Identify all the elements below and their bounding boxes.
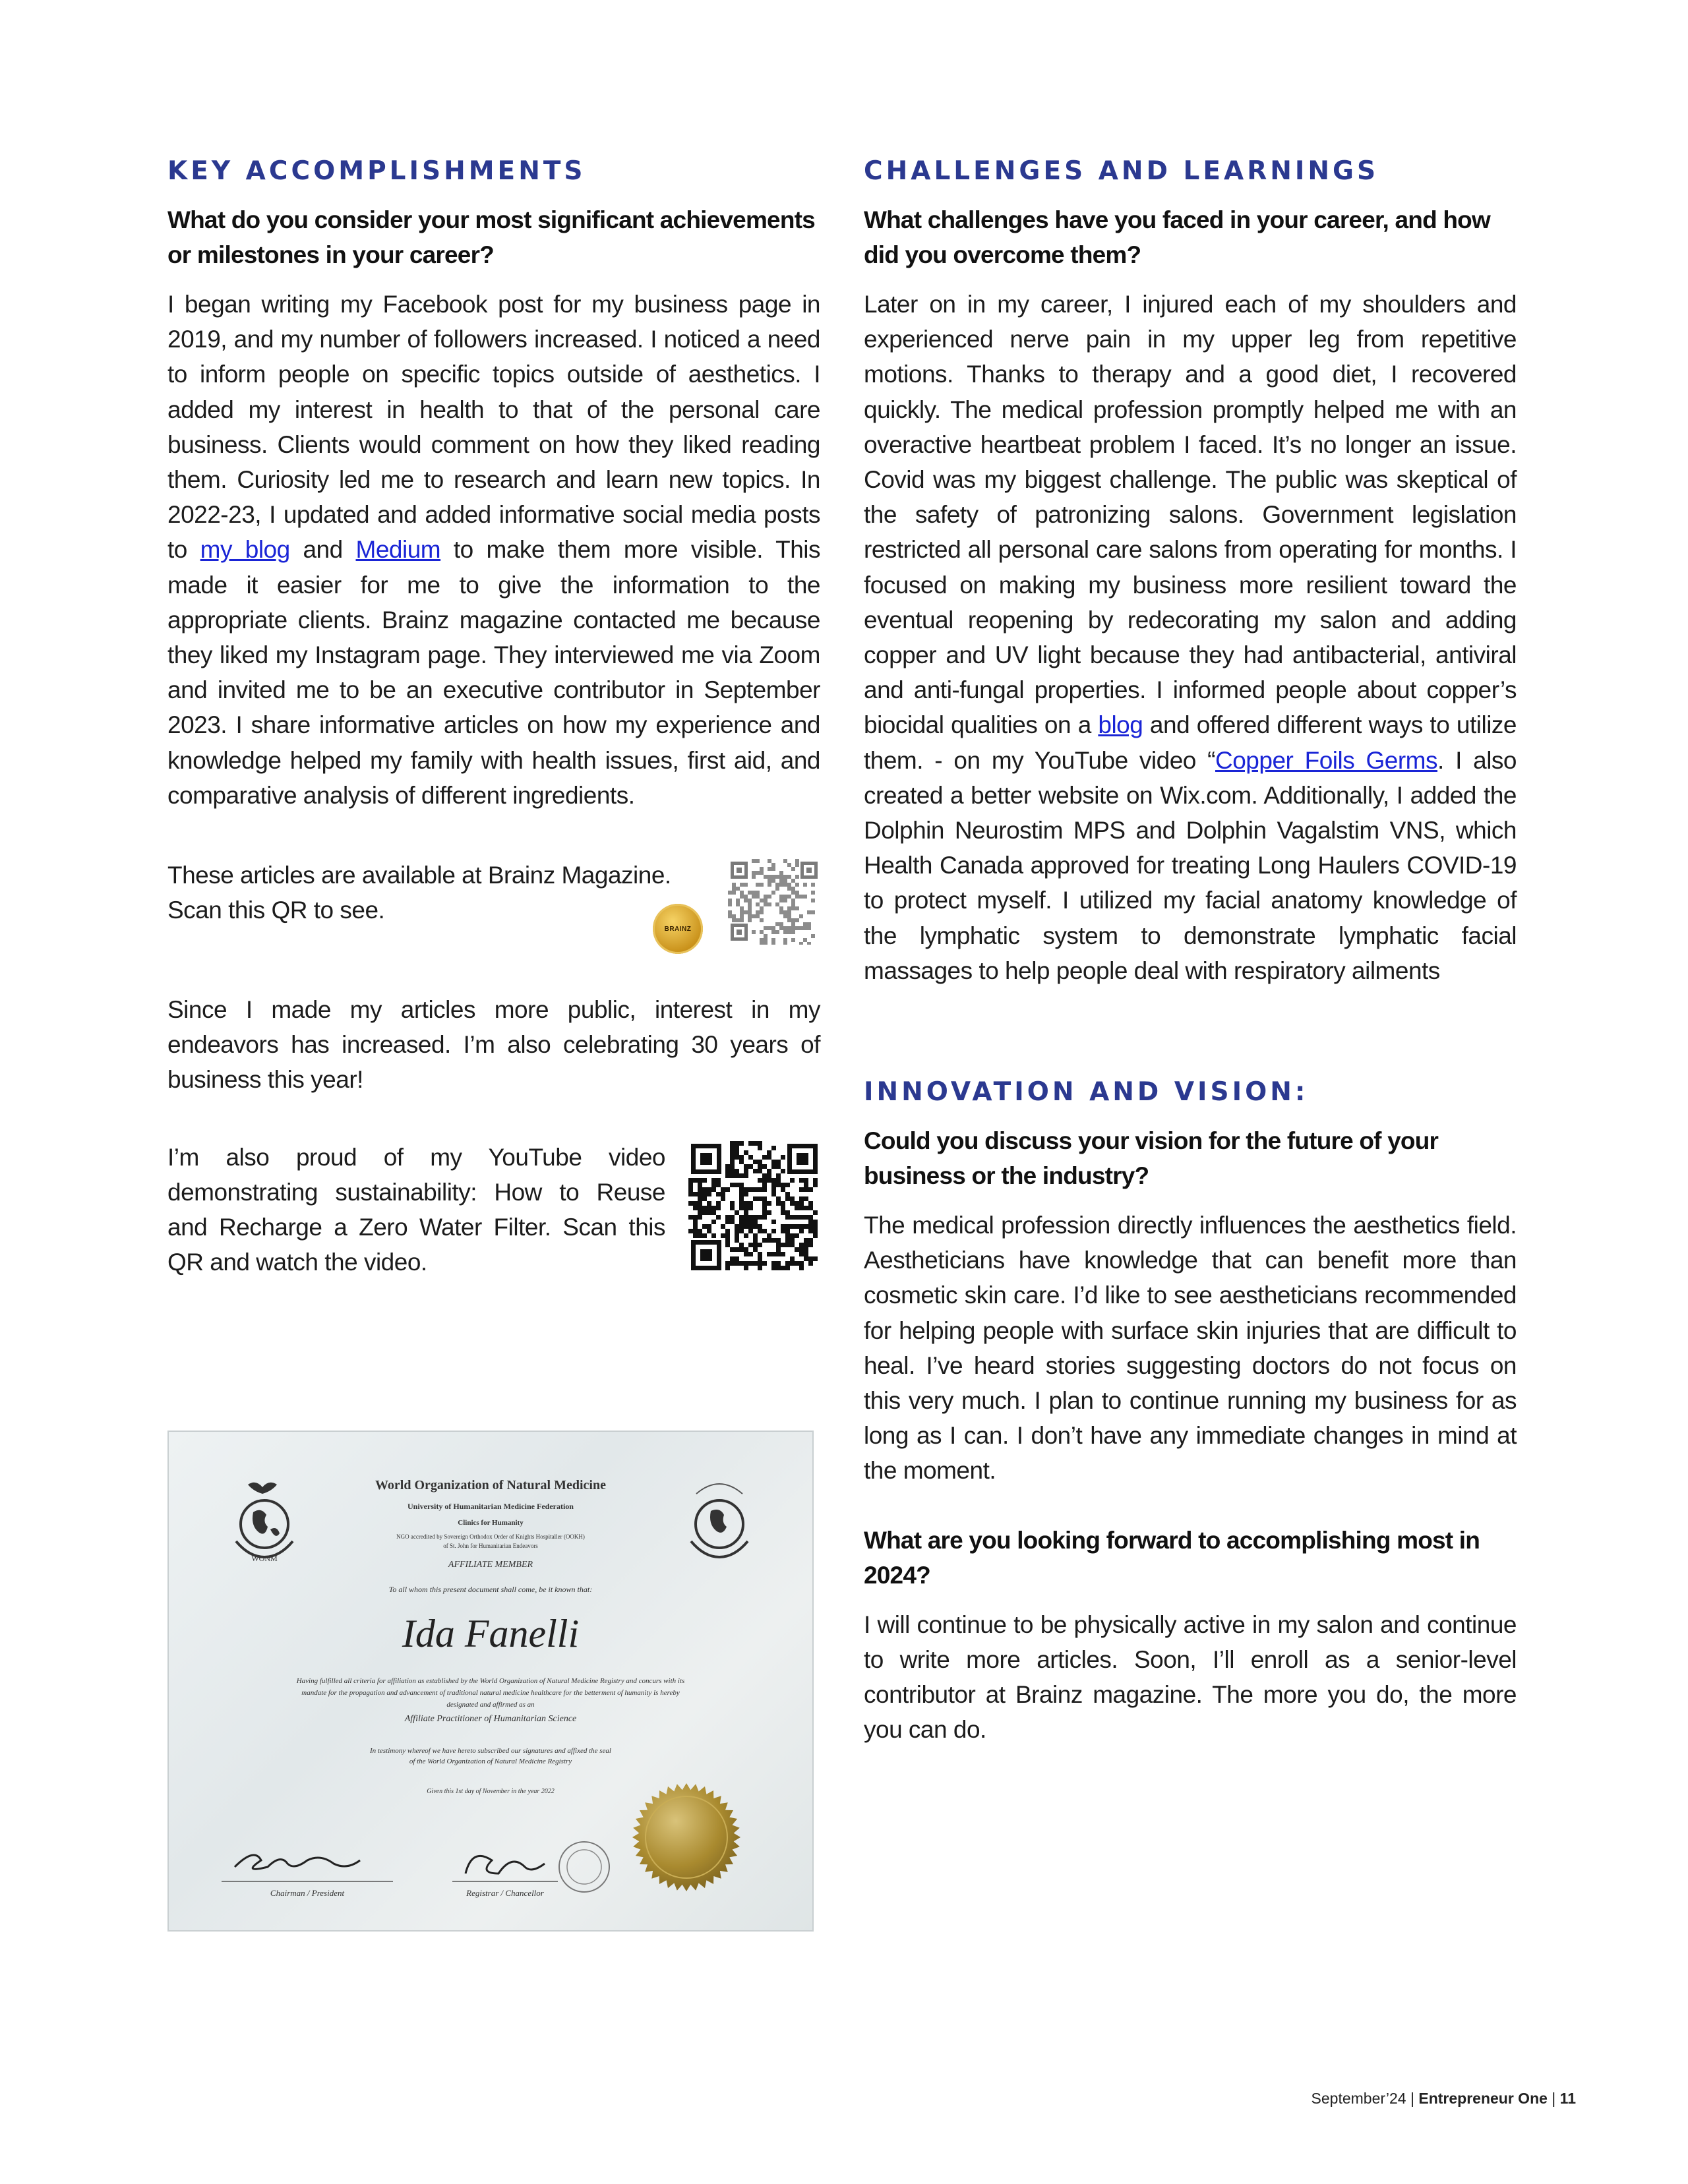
text-segment: and — [289, 536, 356, 564]
footer-separator: | — [1547, 2090, 1560, 2107]
youtube-qr-block — [167, 1140, 820, 1285]
paragraph-public-articles: Since I made my articles more public, interest in my endeavors has increased. I’m also celebrating 30 years of business this year! — [167, 996, 820, 1094]
left-column — [167, 158, 820, 1285]
certificate-member: AFFILIATE MEMBER — [448, 1560, 533, 1570]
certificate-org: World Organization of Natural Medicine — [375, 1478, 606, 1492]
signature-left-caption: Chairman / President — [270, 1888, 345, 1898]
certificate-title: Affiliate Practitioner of Humanitarian Science — [404, 1714, 577, 1724]
blog-link[interactable]: blog — [1098, 711, 1143, 739]
certificate-line3: NGO accredited by Sovereign Orthodox Order of Knights Hospitaller (OOKH) — [396, 1533, 585, 1540]
copper-foils-germs-link[interactable]: Copper Foils Germs — [1215, 746, 1438, 774]
paragraph-accomplishments — [167, 287, 820, 813]
certificate-body2: mandate for the propagation and advancement of traditional natural medicine healthcare for the betterment of humanity is hereby — [301, 1689, 680, 1697]
page-footer — [1311, 2090, 1576, 2108]
text-segment: . I also created a better website on Wix.com. Additionally, I added the Dolphin Neurostim MPS and Dolphin Vagalstim VNS, which Health Canada approved for treating Long Haulers COVID-19 to protect myself. I utilized my facial anatomy knowledge of the lymphatic system to demonstrate lymphatic facial massages to help people deal with respiratory ailments — [864, 746, 1517, 984]
gold-seal-icon — [630, 1781, 742, 1893]
section-heading-challenges: CHALLENGES AND LEARNINGS — [864, 156, 1379, 186]
footer-separator: | — [1406, 2090, 1419, 2107]
youtube-qr-code-icon[interactable] — [688, 1141, 820, 1273]
question-vision: Could you discuss your vision for the future of your business or the industry? — [864, 1127, 1439, 1190]
signature-left-icon — [222, 1841, 393, 1887]
brainz-badge-icon: BRAINZ — [653, 904, 703, 954]
question-achievements: What do you consider your most significant achievements or milestones in your career? — [167, 206, 815, 268]
logo-left-text: WONM — [251, 1554, 278, 1563]
certificate-body3: designated and affirmed as an — [446, 1701, 535, 1709]
certificate-image — [167, 1431, 814, 1932]
footer-page-number: 11 — [1559, 2090, 1576, 2107]
certificate-given: Given this 1st day of November in the year 2022 — [427, 1788, 555, 1795]
text-segment: Later on in my career, I injured each of my shoulders and experienced nerve pain in my upper leg from repetitive motions. Thanks to therapy and a good diet, I recovered quickly. The medical profession promptly helped me with an overactive heartbeat problem I faced. It’s no longer an issue. Covid was my biggest challenge. The public was skeptical of the safety of patronizing salons. Government legislation restricted all personal care salons from operating for months. I focused on making my business more resilient toward the eventual reopening by redecorating my salon and adding copper and UV light because they had antibacterial, antiviral and anti-fungal properties. I informed people about copper’s biocidal qualities on a — [864, 291, 1517, 739]
paragraph-vision: The medical profession directly influences the aesthetics field. Aestheticians have knowledge that can benefit more than cosmetic skin care. I’d like to see aestheticians recommended for helping people with surface skin injuries that are difficult to heal. I’ve heard stories suggesting doctors do not focus on this very much. I plan to continue running my business for as long as I can. I don’t have any immediate changes in mind at the moment. — [864, 1212, 1517, 1485]
certificate-testimony1: In testimony whereof we have hereto subscribed our signatures and affixed the seal — [370, 1747, 611, 1755]
footer-publication: Entrepreneur One — [1418, 2090, 1548, 2107]
certificate-line4: of St. John for Humanitarian Endeavors — [443, 1543, 538, 1549]
right-column — [864, 158, 1517, 1748]
brainz-qr-block — [167, 858, 820, 970]
certificate-body1: Having fulfilled all criteria for affiliation as established by the World Organization of Natural Medicine Registry and concurs with its — [296, 1677, 685, 1685]
paragraph-2024: I will continue to be physically active in my salon and continue to write more articles. Soon, I’ll enroll as a senior-level contributor at Brainz magazine. The more you do, the more you can do. — [864, 1610, 1517, 1744]
certificate-line2: Clinics for Humanity — [458, 1519, 524, 1527]
text-segment: to make them more visible. This made it easier for me to give the information to the appropriate clients. Brainz magazine contacted me because they liked my Instagram page. They interviewed me via Zoom and invited me to be an executive contributor in September 2023. I share informative articles on how my experience and knowledge helped my family with health issues, first aid, and comparative analysis of different ingredients. — [167, 536, 820, 809]
medium-link[interactable]: Medium — [355, 536, 441, 564]
text-segment: I began writing my Facebook post for my business page in 2019, and my number of followers increased. I noticed a need to inform people on specific topics outside of aesthetics. I added my interest in health to that of the personal care business. Clients would comment on how they liked reading them. Curiosity led me to research and learn new topics. In 2022-23, I updated and added informative social media posts to — [167, 291, 820, 564]
footer-date: September’24 — [1311, 2090, 1406, 2107]
paragraph-challenges — [864, 287, 1517, 988]
question-2024: What are you looking forward to accomplishing most in 2024? — [864, 1526, 1480, 1589]
certificate-greeting: To all whom this present document shall come, be it known that: — [388, 1585, 593, 1594]
certificate-line1: University of Humanitarian Medicine Federation — [407, 1502, 574, 1511]
my-blog-link[interactable]: my blog — [200, 536, 290, 564]
paragraph-brainz-articles: These articles are available at Brainz Magazine. Scan this QR to see. — [167, 862, 671, 924]
text-segment: and offered different ways to utilize them. - on my YouTube video “ — [864, 711, 1517, 774]
section-heading-key-accomplishments: KEY ACCOMPLISHMENTS — [167, 156, 586, 186]
brainz-qr-code-icon[interactable] — [728, 859, 820, 945]
certificate-name: Ida Fanelli — [402, 1612, 580, 1655]
section-heading-innovation: INNOVATION AND VISION: — [864, 1077, 1309, 1107]
question-challenges: What challenges have you faced in your career, and how did you overcome them? — [864, 206, 1490, 268]
signature-right-caption: Registrar / Chancellor — [466, 1888, 544, 1898]
certificate-testimony2: of the World Organization of Natural Medicine Registry — [409, 1757, 572, 1765]
paragraph-youtube-video: I’m also proud of my YouTube video demonstrating sustainability: How to Reuse and Recharge a Zero Water Filter. Scan this QR and watch the video. — [167, 1143, 665, 1276]
